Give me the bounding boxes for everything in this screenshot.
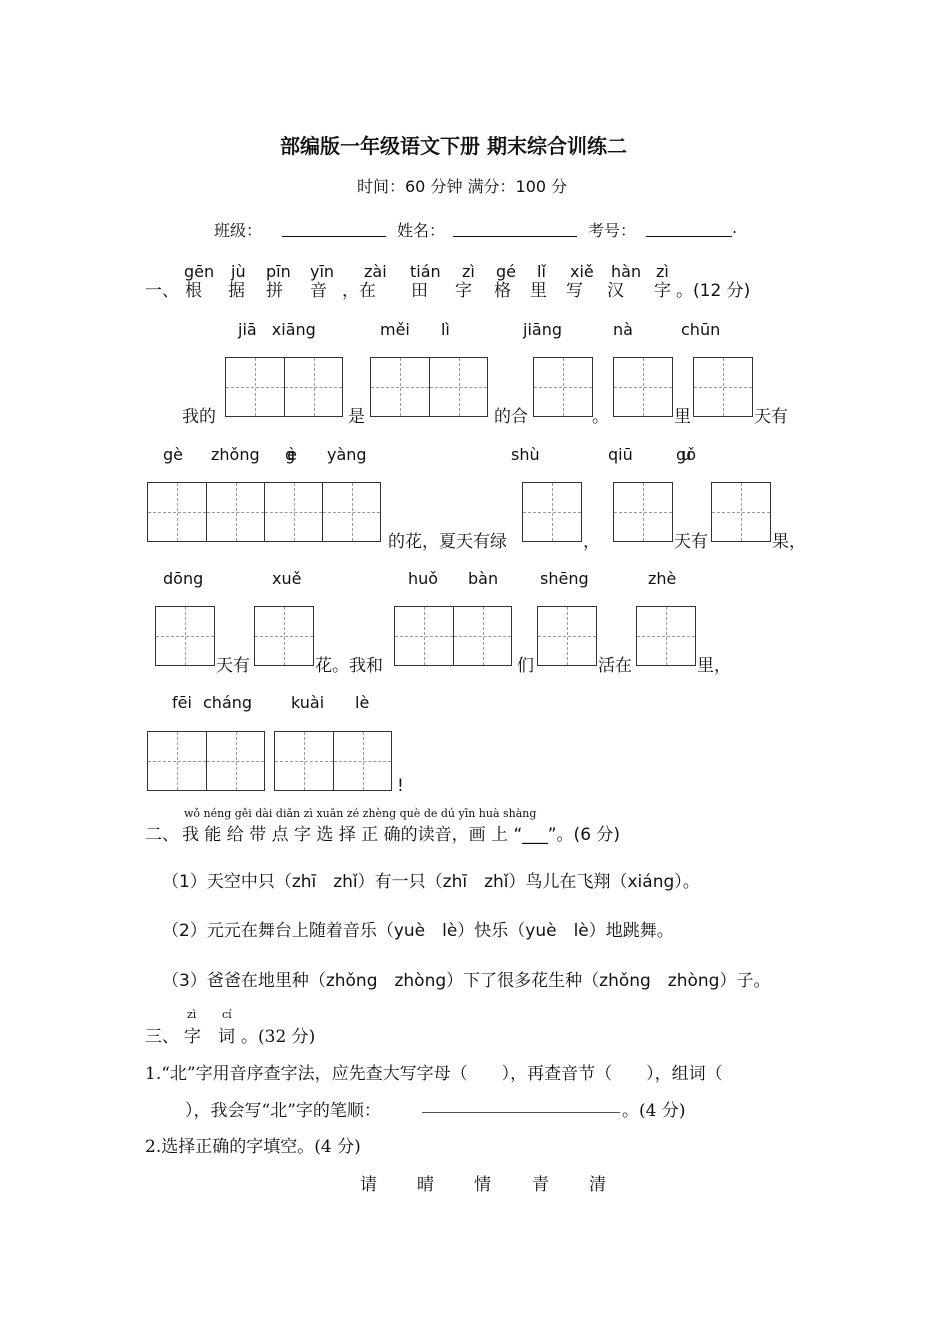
name-label: 姓名： xyxy=(397,221,446,240)
s2-item-1: （1）天空中只（zhī zhǐ）有一只（zhī zhǐ）鸟儿在飞翔（xiáng）。 xyxy=(162,872,700,892)
r1-pinyin-1: měi lì xyxy=(380,320,450,339)
s1-pinyin-6: zì xyxy=(462,262,475,281)
writing-grid-zhe[interactable] xyxy=(636,606,696,666)
r1-text-5: 天有 xyxy=(754,407,788,427)
r2-pinyin-0: gè xyxy=(163,445,183,464)
r4-pinyin-0: fēi xyxy=(172,693,192,712)
writing-grid-jiang[interactable] xyxy=(533,357,593,417)
exam-info: 时间：60 分钟 满分：100 分 xyxy=(357,177,568,196)
id-end: . xyxy=(732,218,738,237)
s2-heading: 我 能 给 带 点 字 选 择 正 确的读音，画 上 “___”。(6 分) xyxy=(182,825,621,845)
r1-pinyin-0: jiā xiāng xyxy=(238,320,316,339)
page-title: 部编版一年级语文下册 期末综合训练二 xyxy=(280,134,627,158)
writing-grid-qiu[interactable] xyxy=(613,482,673,542)
s1-pinyin-3: yīn xyxy=(310,262,335,281)
s2-pinyin: wǒ néng gěi dài diǎn zì xuǎn zé zhèng què de dú yīn huà shàng xyxy=(184,807,537,820)
r2-pinyin-1: zhǒng xyxy=(211,445,260,464)
s3-score: 。(32 分) xyxy=(241,1027,316,1047)
writing-grid-meili[interactable] xyxy=(370,357,488,417)
r1-pinyin-2: jiāng xyxy=(523,320,562,339)
writing-grid-jiaxiang[interactable] xyxy=(225,357,343,417)
name-field[interactable] xyxy=(453,236,577,237)
writing-grid-kuaile[interactable] xyxy=(274,731,392,791)
r4-pinyin-3: lè xyxy=(355,693,370,712)
r2-text-0: 的花，夏天有绿 xyxy=(388,532,507,552)
s1-pinyin-9: xiě xyxy=(570,262,594,281)
s3-q2: 2.选择正确的字填空。(4 分) xyxy=(145,1137,361,1157)
r3-pinyin-3: bàn xyxy=(468,569,499,588)
choice-char-4: 清 xyxy=(589,1175,606,1195)
r2-pinyin-4: shù xyxy=(511,445,540,464)
s1-char-7: 格 xyxy=(494,281,511,301)
r1-text-1: 是 xyxy=(348,407,365,427)
choice-char-2: 情 xyxy=(474,1175,491,1195)
s1-pinyin-1: jù xyxy=(231,262,246,281)
s1-char-8: 里 xyxy=(530,281,547,301)
r2-pinyin-3: yàng xyxy=(327,445,367,464)
r3-pinyin-1: xuě xyxy=(272,569,302,588)
r3-pinyin-5: zhè xyxy=(648,569,677,588)
writing-grid-sheng[interactable] xyxy=(537,606,597,666)
stroke-order-field[interactable] xyxy=(422,1112,620,1113)
r3-text-4: 里， xyxy=(697,656,731,676)
choice-char-3: 青 xyxy=(532,1175,549,1195)
r3-text-3: 活在 xyxy=(598,656,632,676)
id-label: 考号： xyxy=(588,221,637,240)
r1-text-3: 。 xyxy=(592,407,609,427)
s2-item-2: （2）元元在舞台上随着音乐（yuè lè）快乐（yuè lè）地跳舞。 xyxy=(162,921,674,941)
r2-text-1: ， xyxy=(583,532,600,552)
r2-text-3: 果， xyxy=(772,532,806,552)
r3-text-0: 天有 xyxy=(216,656,250,676)
r1-pinyin-4: chūn xyxy=(681,320,721,339)
r3-text-2: 们 xyxy=(517,656,534,676)
s2-number: 二、 xyxy=(145,825,179,845)
s3-heading: 字 词 xyxy=(184,1027,235,1047)
r4-pinyin-1: cháng xyxy=(203,693,253,712)
r2-pinyin-5: qiū xyxy=(608,445,633,464)
s3-pinyin-1: cí xyxy=(222,1008,232,1021)
s1-pinyin-11: zì xyxy=(656,262,669,281)
r2-text-2: 天有 xyxy=(674,532,708,552)
s1-char-0: 根 xyxy=(185,281,202,301)
r3-pinyin-2: huǒ xyxy=(408,569,439,588)
s3-q1-line2b: 。(4 分) xyxy=(622,1101,686,1121)
writing-grid-xue[interactable] xyxy=(254,606,314,666)
r3-text-1: 花。我和 xyxy=(315,656,383,676)
s1-char-9: 写 xyxy=(566,281,583,301)
r1-pinyin-3: nà xyxy=(613,320,633,339)
s1-pinyin-10: hàn xyxy=(611,262,642,281)
writing-grid-shu[interactable] xyxy=(522,482,582,542)
s1-pinyin-0: gēn xyxy=(184,262,215,281)
writing-grid-gezhonggeyang[interactable] xyxy=(147,482,381,542)
s1-char-10: 汉 xyxy=(607,281,624,301)
s3-q1-line1: 1.“北”字用音序查字法，应先查大写字母（ ），再查音节（ ），组词（ xyxy=(145,1064,723,1084)
s1-char-11: 字 xyxy=(654,281,671,301)
r3-pinyin-4: shēng xyxy=(540,569,589,588)
s1-pinyin-8: lǐ xyxy=(537,262,546,281)
choice-char-1: 晴 xyxy=(417,1175,434,1195)
choice-char-0: 请 xyxy=(360,1175,377,1195)
writing-grid-huoban[interactable] xyxy=(394,606,512,666)
s1-char-2: 拼 xyxy=(266,281,283,301)
writing-grid-feichang[interactable] xyxy=(147,731,265,791)
s1-pinyin-7: gé xyxy=(496,262,516,281)
r2-pinyin-6: guǒ xyxy=(676,445,692,464)
s1-char-5: 田 xyxy=(411,281,428,301)
s1-pinyin-4: zài xyxy=(364,262,387,281)
s1-char-3: 音 xyxy=(310,281,327,301)
s2-item-3: （3）爸爸在地里种（zhǒng zhòng）下了很多花生种（zhǒng zhòng）子。 xyxy=(162,971,771,991)
s1-number: 一、 xyxy=(145,281,179,301)
writing-grid-guo[interactable] xyxy=(711,482,771,542)
r4-pinyin-2: kuài xyxy=(291,693,325,712)
writing-grid-chun[interactable] xyxy=(693,357,753,417)
s3-q1-line2a: ），我会写“北”字的笔顺： xyxy=(185,1101,381,1121)
s3-pinyin-0: zì xyxy=(187,1008,197,1021)
id-field[interactable] xyxy=(646,236,732,237)
s1-char-1: 据 xyxy=(228,281,245,301)
r3-pinyin-0: dōng xyxy=(163,569,204,588)
s1-char-4: ，在 xyxy=(342,281,376,301)
r1-text-4: 里 xyxy=(674,407,691,427)
class-label: 班级： xyxy=(214,221,263,240)
s1-pinyin-5: tián xyxy=(410,262,441,281)
s1-score: 。(12 分) xyxy=(676,281,751,301)
r2-pinyin-2: gè xyxy=(285,445,289,464)
s1-pinyin-2: pīn xyxy=(266,262,291,281)
s1-char-6: 字 xyxy=(455,281,472,301)
writing-grid-dong[interactable] xyxy=(155,606,215,666)
class-field[interactable] xyxy=(282,236,386,237)
s3-number: 三、 xyxy=(145,1027,179,1047)
r4-text-0: ! xyxy=(397,776,404,796)
writing-grid-na[interactable] xyxy=(613,357,673,417)
r1-text-2: 的合 xyxy=(494,407,528,427)
r1-text-0: 我的 xyxy=(182,407,216,427)
